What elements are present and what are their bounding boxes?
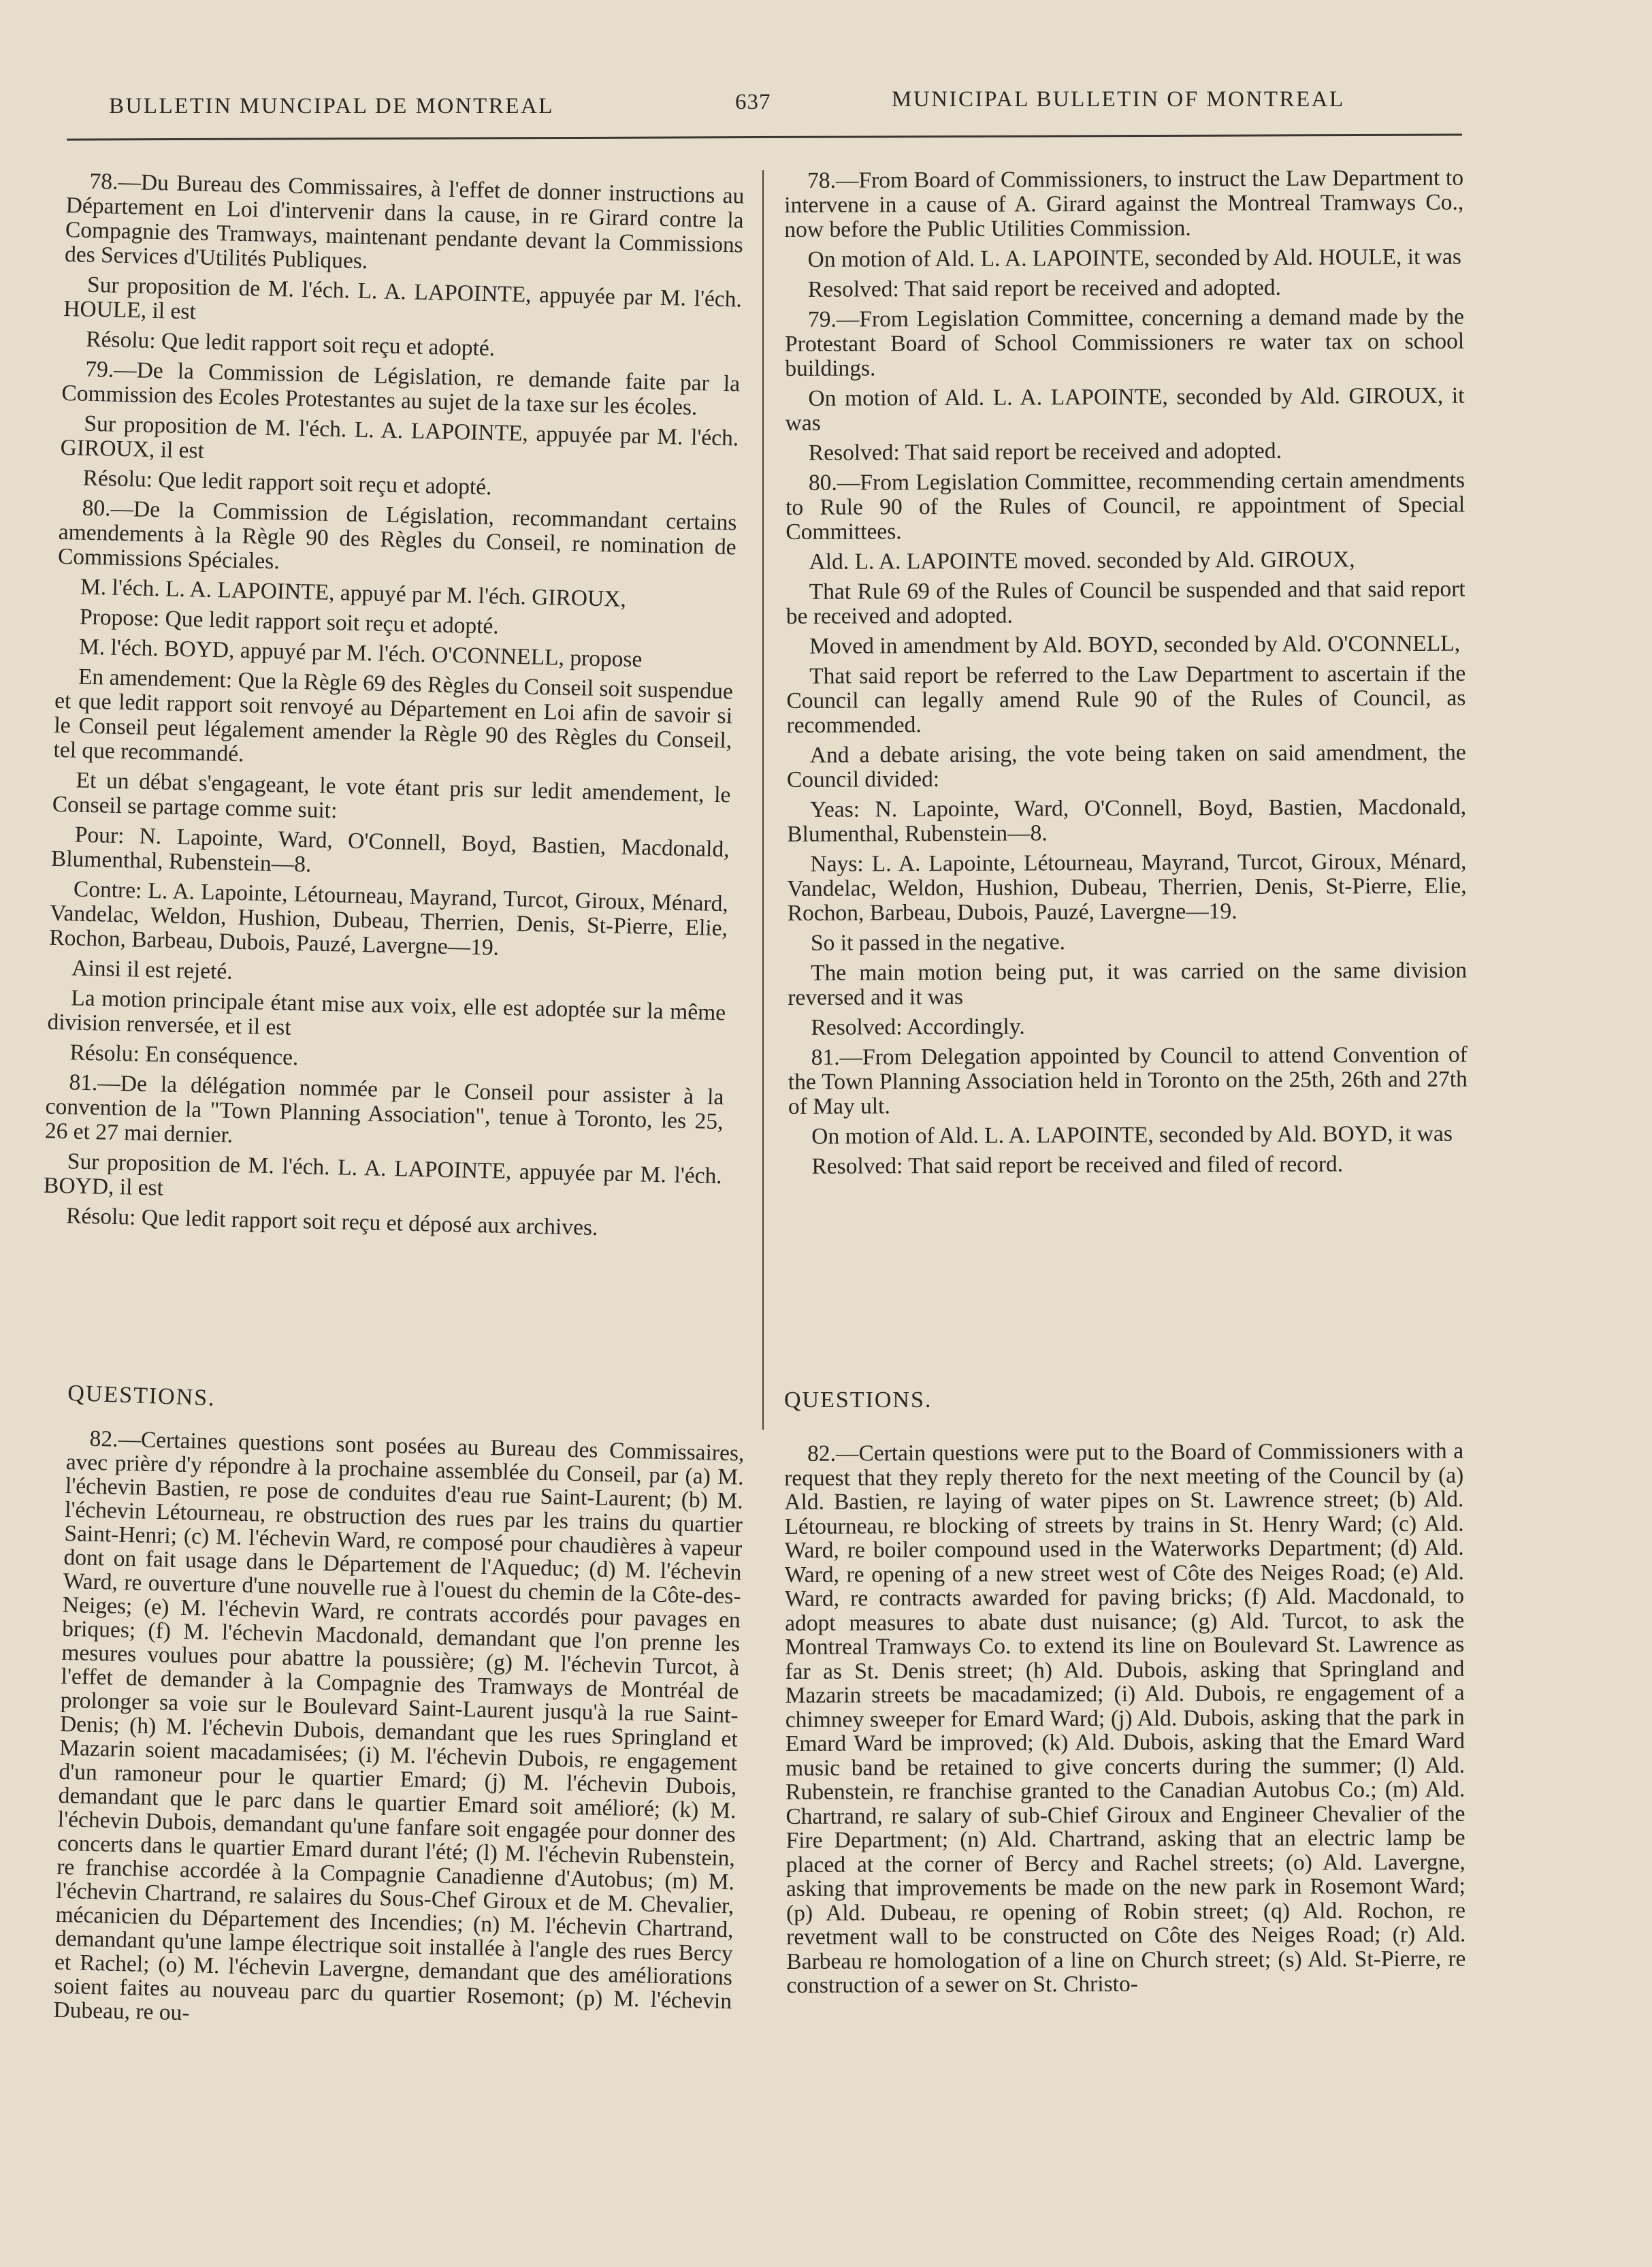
en-para-82: 82.—Certain questions were put to the Board of Commissioners with a request that they reply thereto for the next meeting of the Council by (a) Ald. Bastien, re laying of water pipes on St. Lawrence street; (b) Ald. Létourneau, re blocking of streets by trains in St. Henry Ward; (c) Ald. Ward, re boiler compound used in the Waterworks Department; (d) Ald. Ward, re opening of a new street west of Côte des Neiges Road; (e) Ald. Ward, re contracts awarded for paving bricks; (f) Ald. Macdonald, to adopt measures to abate dust nuisance; (g) Ald. Turcot, to ask the Montreal Tramways Co. to extend its line on Boulevard St. Lawrence as far as St. Denis street; (h) Ald. Dubois, asking that Springland and Mazarin streets be macadamized; (i) Ald. Dubois, re engagement of a chimney sweeper for Emard Ward; (j) Ald. Dubois, asking that the park in Emard Ward be improved; (k) Ald. Dubois, asking that the Emard Ward music band be retained to give concerts during the summer; (l) Ald. Rubenstein, re franchise granted to the Canadian Autobus Co.; (m) Ald. Chartrand, re salary of sub-Chief Giroux and Engineer Chevalier of the Fire Department; (n) Ald. Chartrand, asking that an electric lamp be placed at the corner of Bercy and Rachel streets; (o) Ald. Lavergne, asking that improvements be made on the new park in Rosemont Ward; (p) Ald. Dubeau, re opening of Robin street; (q) Ald. Rochon, re revetment wall to be constructed on Côte des Neiges Road; (r) Ald. Barbeau re homologation of a line on Church street; (s) Ald. St-Pierre, re construction of a sewer on St. Christo- bbox=[784, 1438, 1466, 1998]
en-para-81: 81.—From Delegation appointed by Council to attend Convention of the Town Planning Association held in Toronto on the 25th, 26th and 27th of May ult. bbox=[788, 1042, 1468, 1119]
en-para-80-nays: Nays: L. A. Lapointe, Létourneau, Mayrand, Turcot, Giroux, Ménard, Vandelac, Weldon, Hushion, Dubeau, Therrien, Denis, St-Pierre, Elie, Rochon, Barbeau, Dubois, Pauzé, Lavergne—19. bbox=[787, 848, 1467, 926]
english-column bbox=[784, 166, 1468, 1185]
en-para-79-motion: On motion of Ald. L. A. LAPOINTE, seconded by Ald. GIROUX, it was bbox=[785, 383, 1465, 436]
en-para-80: 80.—From Legislation Committee, recommending certain amendments to Rule 90 of the Rules of Council, re appointment of Special Committees. bbox=[785, 467, 1465, 545]
fr-para-80-resolved: Résolu: En conséquence. bbox=[69, 1040, 299, 1071]
en-para-80-motion: That Rule 69 of the Rules of Council be suspended and that said report be received and adopted. bbox=[785, 576, 1465, 629]
fr-para-80-mover: M. l'éch. L. A. LAPOINTE, appuyé par M. l'éch. GIROUX, bbox=[80, 574, 627, 612]
en-para-80-negative: So it passed in the negative. bbox=[810, 929, 1066, 956]
en-para-80-amendment: That said report be referred to the Law Department to ascertain if the Council can legally amend Rule 90 of the Rules of Council, as recommended. bbox=[786, 660, 1466, 738]
fr-para-79: 79.—De la Commission de Législation, re demande faite par la Commission des Ecoles Protestantes au sujet de la taxe sur les écoles. bbox=[61, 356, 741, 421]
en-para-78: 78.—From Board of Commissioners, to instruct the Law Department to intervene in a cause of A. Girard against the Montreal Tramways Co., now before the Public Utilities Commission. bbox=[784, 165, 1464, 242]
fr-para-80-rejected: Ainsi il est rejeté. bbox=[71, 955, 233, 984]
en-para-80-mover: Ald. L. A. LAPOINTE moved. seconded by Ald. GIROUX, bbox=[809, 547, 1355, 575]
en-para-80-yeas: Yeas: N. Lapointe, Ward, O'Connell, Boyd, Bastien, Macdonald, Blumenthal, Rubenstein—8. bbox=[787, 794, 1467, 847]
en-para-79: 79.—From Legislation Committee, concerning a demand made by the Protestant Board of School Commissioners re water tax on school buildings. bbox=[785, 304, 1465, 381]
en-para-79-resolved: Resolved: That said report be received and adopted. bbox=[808, 438, 1282, 466]
fr-para-79-resolved: Résolu: Que ledit rapport soit reçu et adopté. bbox=[82, 465, 492, 500]
fr-para-81-motion: Sur proposition de M. l'éch. L. A. LAPOINTE, appuyée par M. l'éch. BOYD, il est bbox=[43, 1148, 723, 1201]
french-column bbox=[43, 169, 745, 1249]
en-para-80-debate: And a debate arising, the vote being taken on said amendment, the Council divided: bbox=[786, 739, 1466, 792]
en-para-81-resolved: Resolved: That said report be received and filed of record. bbox=[811, 1151, 1344, 1179]
en-para-78-resolved: Resolved: That said report be received and adopted. bbox=[807, 274, 1282, 302]
french-questions-column bbox=[53, 1426, 745, 2042]
page-header bbox=[0, 80, 1652, 135]
page-number: 637 bbox=[735, 90, 771, 114]
en-para-80-main-motion: The main motion being put, it was carried on the same division reversed and it was bbox=[788, 957, 1468, 1010]
fr-para-80-amendment: En amendement: Que la Règle 69 des Règles du Conseil soit suspendue et que ledit rapport soit renvoyé au Département en Loi afin de savoir si le Conseil peut légalement amender la Règle 90 des Règles du Conseil, tel que recommandé. bbox=[53, 664, 734, 767]
en-para-80-amend-mover: Moved in amendment by Ald. BOYD, seconded by Ald. O'CONNELL, bbox=[809, 630, 1461, 659]
fr-para-78: 78.—Du Bureau des Commissaires, à l'effet de donner instructions au Département en Loi d'intervenir dans la cause, in re Girard contre la Compagnie des Tramways, maintenant pendante devant la Commissions des Services d'Utilités Publiques. bbox=[64, 168, 745, 274]
en-para-78-motion: On motion of Ald. L. A. LAPOINTE, seconded by Ald. HOULE, it was bbox=[807, 244, 1461, 272]
fr-para-78-motion: Sur proposition de M. l'éch. L. A. LAPOINTE, appuyée par M. l'éch. HOULE, il est bbox=[63, 272, 743, 325]
fr-para-80: 80.—De la Commission de Législation, recommandant certains amendements à la Règle 90 des Règles du Conseil, re nomination de Commissions Spéciales. bbox=[57, 495, 737, 575]
english-questions-column bbox=[784, 1439, 1466, 2004]
fr-para-78-resolved: Résolu: Que ledit rapport soit reçu et adopté. bbox=[85, 326, 496, 361]
fr-para-80-amend-mover: M. l'éch. BOYD, appuyé par M. l'éch. O'CONNELL, propose bbox=[78, 634, 643, 673]
fr-para-80-pour: Pour: N. Lapointe, Ward, O'Connell, Boyd, Bastien, Macdonald, Blumenthal, Rubenstein—8. bbox=[50, 822, 730, 878]
header-title-french: BULLETIN MUNCIPAL DE MONTREAL bbox=[109, 94, 554, 118]
fr-para-80-propose: Propose: Que ledit rapport soit reçu et adopté. bbox=[79, 604, 500, 639]
fr-para-80-debate: Et un débat s'engageant, le vote étant pris sur ledit amendement, le Conseil se partage comme suit: bbox=[52, 767, 731, 824]
en-questions-heading: QUESTIONS. bbox=[784, 1387, 933, 1413]
fr-questions-heading: QUESTIONS. bbox=[67, 1381, 216, 1411]
fr-para-82: 82.—Certaines questions sont posées au Bureau des Commissaires, avec prière d'y répondre à la prochaine assemblée du Conseil, par (a) M. l'échevin Bastien, re pose de conduites d'eau rue Saint-Laurent; (b) M. l'échevin Létourneau, re obstruction des rues par les trains du quartier Saint-Henri; (c) M. l'échevin Ward, re composé pour chaudières à vapeur dont on fait usage dans le Département de l'Aqueduc; (d) M. l'échevin Ward, re ouverture d'une nouvelle rue à l'ouest du chemin de la Côte-des-Neiges; (e) M. l'échevin Ward, re contrats accordés pour pavages en briques; (f) M. l'échevin Macdonald, demandant que l'on prenne les mesures voulues pour abattre la poussière; (g) M. l'échevin Turcot, à l'effet de demander à la Compagnie des Tramways de Montréal de prolonger sa voie sur le Boulevard Saint-Laurent jusqu'à la rue Saint-Denis; (h) M. l'échevin Dubois, demandant que les rues Springland et Mazarin soient macadamisées; (i) M. l'échevin Dubois, re engagement d'un ramoneur pour le quartier Emard; (j) M. l'échevin Dubois, demandant que le parc dans le quartier Emard soit amélioré; (k) M. l'échevin Dubois, demandant qu'une fanfare soit engagée pour donner des concerts dans le quartier Emard durant l'été; (l) M. l'échevin Rubenstein, re franchise accordée à la Compagnie Canadienne d'Autobus; (m) M. l'échevin Chartrand, re salaires du Sous-Chef Giroux et de M. Chevalier, mécanicien du Département des Incendies; (n) M. l'échevin Chartrand, demandant qu'une lampe électrique soit installée à l'angle des rues Bercy et Rachel; (o) M. l'échevin Lavergne, demandant que des améliorations soient faites au nouveau parc du quartier Rosemont; (p) M. l'échevin Dubeau, re ou- bbox=[53, 1426, 745, 2026]
fr-para-80-main-motion: La motion principale étant mise aux voix, elle est adoptée sur la même division renversée, et il est bbox=[47, 985, 726, 1040]
en-para-81-motion: On motion of Ald. L. A. LAPOINTE, seconded by Ald. BOYD, it was bbox=[811, 1121, 1453, 1149]
fr-para-80-contre: Contre: L. A. Lapointe, Létourneau, Mayrand, Turcot, Giroux, Ménard, Vandelac, Weldon, Hushion, Dubeau, Therrien, Denis, St-Pierre, Elie, Rochon, Barbeau, Dubois, Pauzé, Lavergne—19. bbox=[48, 876, 729, 961]
fr-para-81-resolved: Résolu: Que ledit rapport soit reçu et déposé aux archives. bbox=[65, 1203, 598, 1241]
fr-para-81: 81.—De la délégation nommée par le Conseil pour assister à la convention de la "Town Planning Association", tenue à Toronto, les 25, 26 et 27 mai dernier. bbox=[44, 1070, 724, 1148]
column-divider bbox=[762, 170, 764, 1430]
fr-para-79-motion: Sur proposition de M. l'éch. L. A. LAPOINTE, appuyée par M. l'éch. GIROUX, il est bbox=[60, 411, 739, 464]
en-para-80-resolved: Resolved: Accordingly. bbox=[811, 1014, 1025, 1040]
header-title-english: MUNICIPAL BULLETIN OF MONTREAL bbox=[892, 87, 1345, 112]
